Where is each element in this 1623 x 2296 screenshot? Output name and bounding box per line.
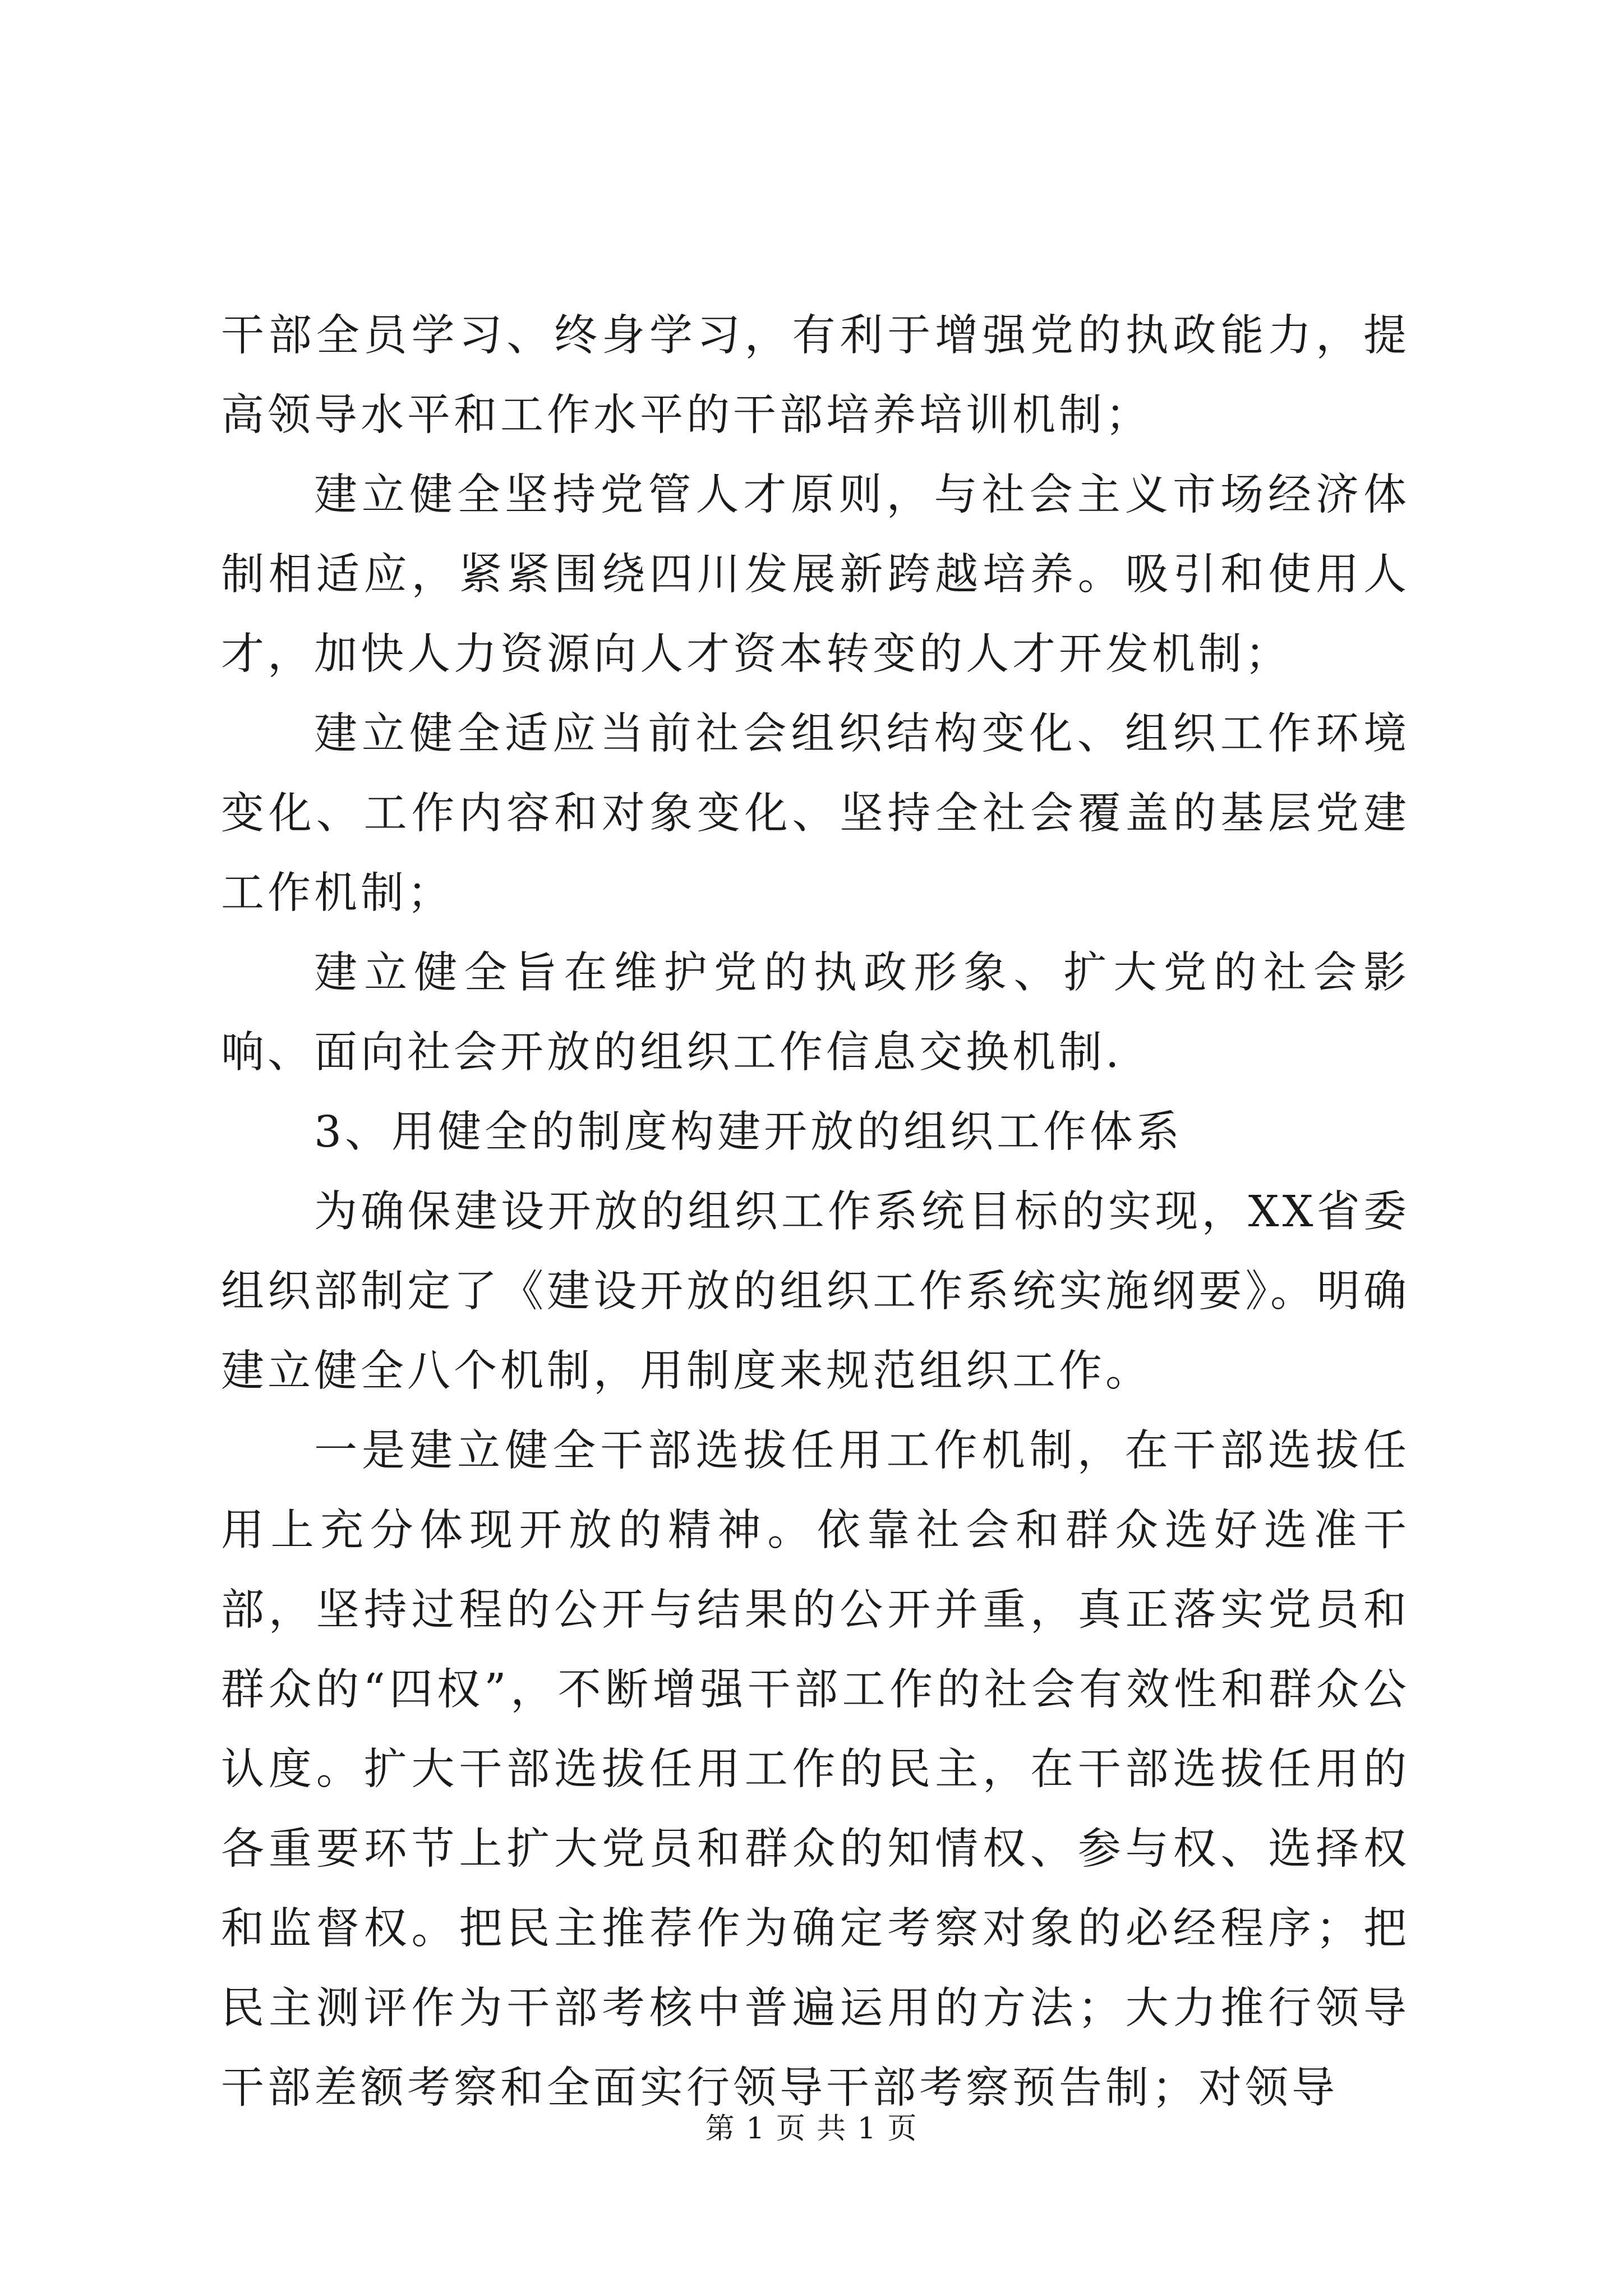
document-body <box>221 296 1410 2128</box>
paragraph-2: 建立健全坚持党管人才原则，与社会主义市场经济体制相适应，紧紧围绕四川发展新跨越培养。吸引和使用人才，加快人力资源向人才资本转变的人才开发机制； <box>221 470 1410 679</box>
paragraph-4: 建立健全旨在维护党的执政形象、扩大党的社会影响、面向社会开放的组织工作信息交换机制. <box>221 948 1410 1078</box>
page-number-label: 第 1 页 共 1 页 <box>705 2112 918 2146</box>
paragraph-6: 一是建立健全干部选拔任用工作机制，在干部选拔任用上充分体现开放的精神。依靠社会和群众选好选准干部，坚持过程的公开与结果的公开并重，真正落实党员和群众的“四权”，不断增强干部工作的社会有效性和群众公认度。扩大干部选拔任用工作的民主，在干部选拔任用的各重要环节上扩大党员和群众的知情权、参与权、选择权和监督权。把民主推荐作为确定考察对象的必经程序；把民主测评作为干部考核中普遍运用的方法；大力推行领导干部差额考察和全面实行领导干部考察预告制；对领导 <box>221 1426 1410 2113</box>
paragraph-1: 干部全员学习、终身学习，有利于增强党的执政能力，提高领导水平和工作水平的干部培养培训机制； <box>221 311 1410 440</box>
paragraph-5: 为确保建设开放的组织工作系统目标的实现，XX省委组织部制定了《建设开放的组织工作系统实施纲要》。明确建立健全八个机制，用制度来规范组织工作。 <box>221 1187 1410 1396</box>
page-footer <box>0 2112 1623 2146</box>
section-heading: 3、用健全的制度构建开放的组织工作体系 <box>314 1107 1183 1157</box>
paragraph-3: 建立健全适应当前社会组织结构变化、组织工作环境变化、工作内容和对象变化、坚持全社会覆盖的基层党建工作机制； <box>221 709 1410 918</box>
